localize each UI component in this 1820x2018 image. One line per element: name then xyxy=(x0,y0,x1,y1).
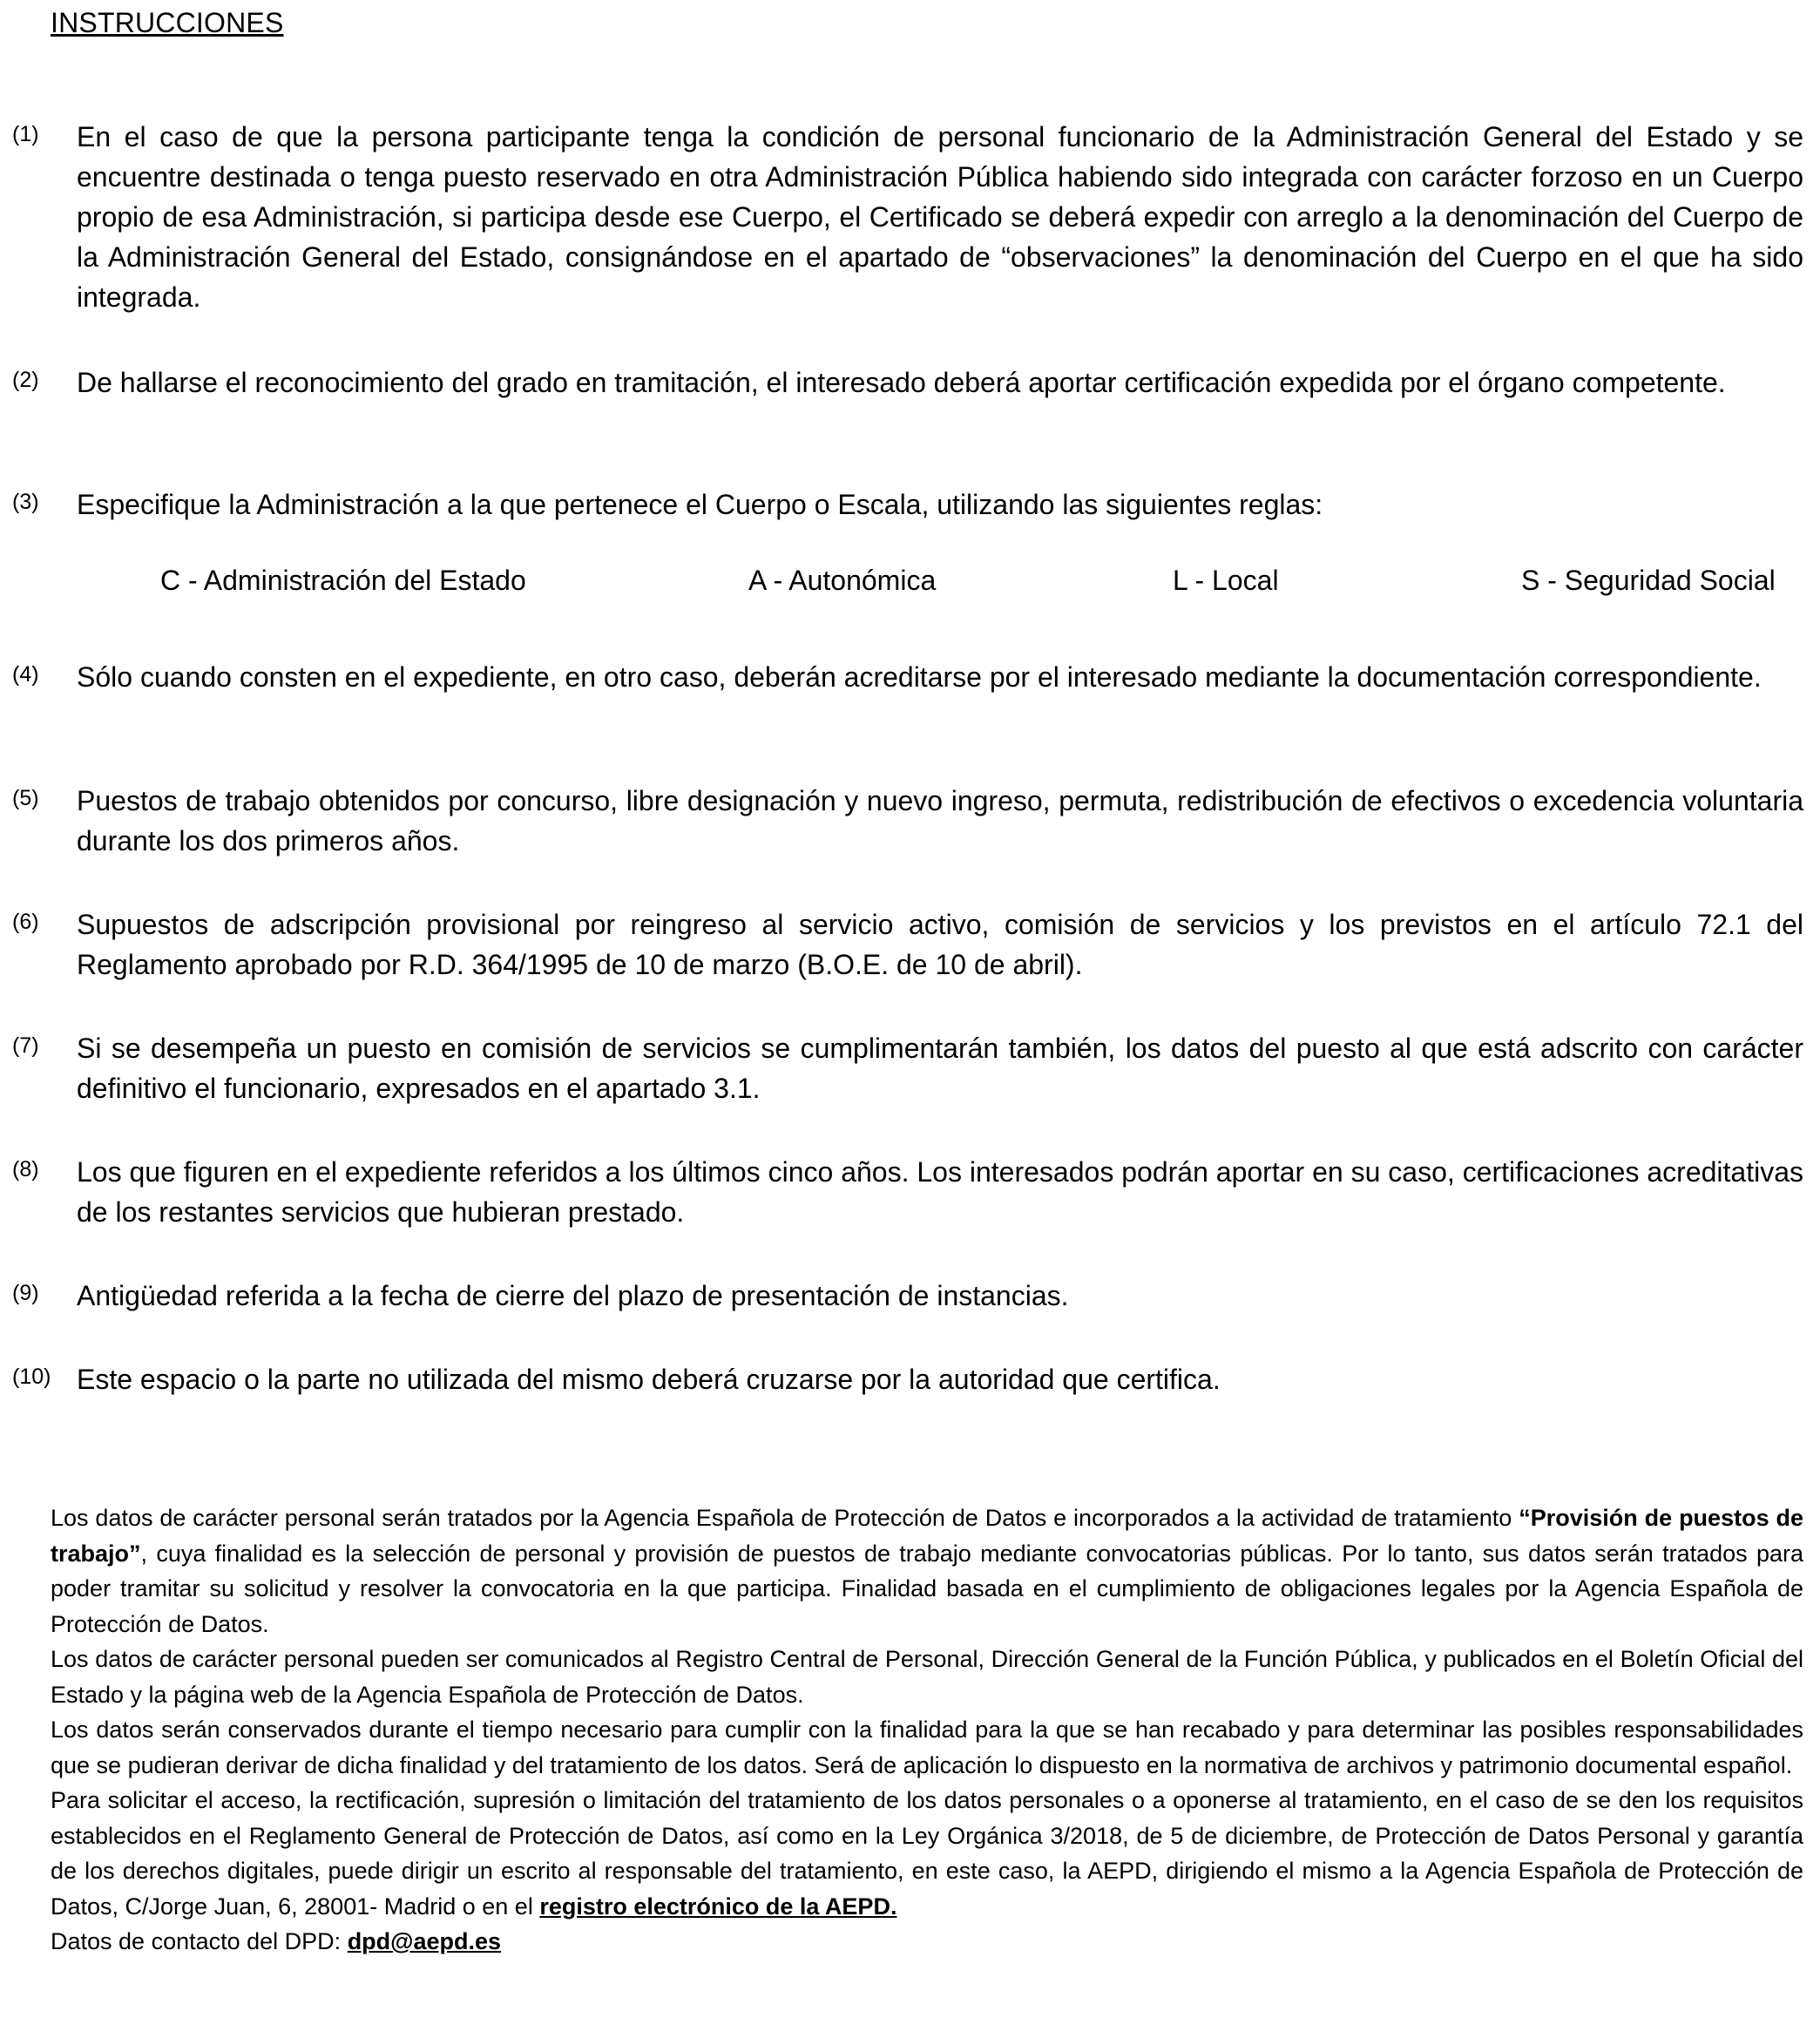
note-text: Especifique la Administración a la que pertenece el Cuerpo o Escala, utilizando las siguientes reglas: xyxy=(77,489,1323,520)
note-number: (6) xyxy=(12,910,39,934)
administration-rules xyxy=(0,565,1820,605)
note-number: (10) xyxy=(12,1365,51,1389)
privacy-paragraph-4: Para solicitar el acceso, la rectificación, supresión o limitación del tratamiento de los datos personales o a oponerse al tratamiento, en el caso de se den los requisitos establecidos en el Reglamento General de Protección de Datos, así como en la Ley Orgánica 3/2018, de 5 de diciembre, de Protección de Datos Personal y garantía de los derechos digitales, puede dirigir un escrito al responsable del tratamiento, en este caso, la AEPD, dirigiendo el mismo a la Agencia Española de Protección de Datos, C/Jorge Juan, 6, 28001- Madrid o en el registro electrónico de la AEPD. xyxy=(51,1787,1803,1920)
page-title: INSTRUCCIONES xyxy=(51,7,284,38)
rule-item: S - Seguridad Social xyxy=(1521,565,1776,596)
privacy-notice xyxy=(51,1500,1803,1960)
note-number: (8) xyxy=(12,1157,39,1182)
note-text: Este espacio o la parte no utilizada del mismo deberá cruzarse por la autoridad que certifica. xyxy=(77,1364,1221,1395)
note-text: De hallarse el reconocimiento del grado en tramitación, el interesado deberá aportar certificación expedida por el órgano competente. xyxy=(77,367,1726,398)
note-number: (9) xyxy=(12,1281,39,1305)
activity-name: “Provisión de puestos de trabajo” xyxy=(51,1505,1803,1567)
note-number: (3) xyxy=(12,490,39,514)
dpd-email-link[interactable]: dpd@aepd.es xyxy=(347,1928,502,1954)
note-number: (2) xyxy=(12,368,39,392)
note-text: En el caso de que la persona participante tenga la condición de personal funcionario de la Administración General del Estado y se encuentre destinada o tenga puesto reservado en otra Administración Pública habiendo sido integrada con carácter forzoso en un Cuerpo propio de esa Administración, si participa desde ese Cuerpo, el Certificado se deberá expedir con arreglo a la denominación del Cuerpo de la Administración General del Estado, consignándose en el apartado de “observaciones” la denominación del Cuerpo en el que ha sido integrada. xyxy=(77,121,1803,313)
note-number: (1) xyxy=(12,122,39,146)
note-text: Puestos de trabajo obtenidos por concurso, libre designación y nuevo ingreso, permuta, redistribución de efectivos o excedencia voluntaria durante los dos primeros años. xyxy=(77,785,1803,857)
note-text: Los que figuren en el expediente referidos a los últimos cinco años. Los interesados podrán aportar en su caso, certificaciones acreditativas de los restantes servicios que hubieran prestado. xyxy=(77,1156,1803,1228)
aepd-electronic-registry-link[interactable]: registro electrónico de la AEPD. xyxy=(539,1893,897,1920)
privacy-contact: Datos de contacto del DPD: dpd@aepd.es xyxy=(51,1928,502,1954)
privacy-paragraph-3: Los datos serán conservados durante el tiempo necesario para cumplir con la finalidad para la que se han recabado y para determinar las posibles responsabilidades que se pudieran derivar de dicha finalidad y del tratamiento de los datos. Será de aplicación lo dispuesto en la normativa de archivos y patrimonio documental español. xyxy=(51,1717,1803,1778)
note-text: Si se desempeña un puesto en comisión de servicios se cumplimentarán también, los datos del puesto al que está adscrito con carácter definitivo el funcionario, expresados en el apartado 3.1. xyxy=(77,1033,1803,1104)
rule-item: A - Autonómica xyxy=(748,565,937,596)
note-text: Sólo cuando consten en el expediente, en otro caso, deberán acreditarse por el interesado mediante la documentación correspondiente. xyxy=(77,661,1762,693)
note-text: Antigüedad referida a la fecha de cierre del plazo de presentación de instancias. xyxy=(77,1280,1069,1311)
note-number: (4) xyxy=(12,662,39,687)
note-number: (5) xyxy=(12,786,39,810)
rule-item: L - Local xyxy=(1173,565,1279,596)
privacy-paragraph-2: Los datos de carácter personal pueden ser comunicados al Registro Central de Personal, Dirección General de la Función Pública, y publicados en el Boletín Oficial del Estado y la página web de la Agencia Española de Protección de Datos. xyxy=(51,1646,1803,1708)
note-number: (7) xyxy=(12,1033,39,1058)
privacy-paragraph-1: Los datos de carácter personal serán tratados por la Agencia Española de Protección de Datos e incorporados a la actividad de tratamiento “Provisión de puestos de trabajo”, cuya finalidad es la selección de personal y provisión de puestos de trabajo mediante convocatorias públicas. Por lo tanto, sus datos serán tratados para poder tramitar su solicitud y resolver la convocatoria en la que participa. Finalidad basada en el cumplimiento de obligaciones legales por la Agencia Española de Protección de Datos. xyxy=(51,1505,1803,1637)
rule-item: C - Administración del Estado xyxy=(160,565,526,596)
note-text: Supuestos de adscripción provisional por reingreso al servicio activo, comisión de servicios y los previstos en el artículo 72.1 del Reglamento aprobado por R.D. 364/1995 de 10 de marzo (B.O.E. de 10 de abril). xyxy=(77,909,1803,980)
